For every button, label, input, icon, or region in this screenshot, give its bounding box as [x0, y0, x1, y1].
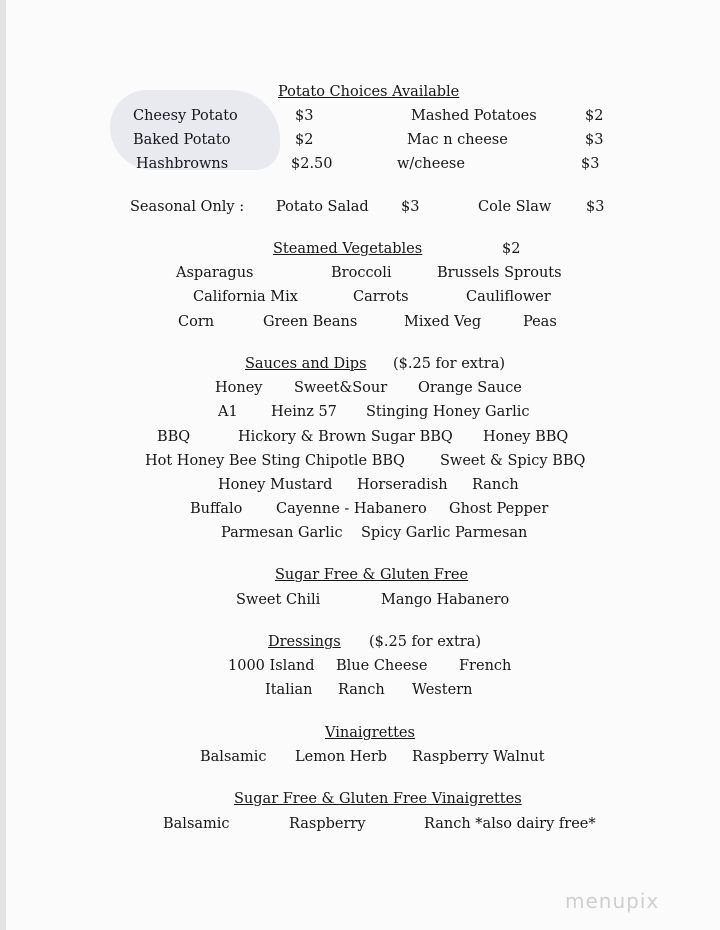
vegetables-price: $2	[502, 241, 521, 257]
sugar-free-heading: Sugar Free & Gluten Free	[275, 567, 469, 583]
menu-item: Buffalo	[190, 501, 243, 517]
menupix-watermark: menupix	[565, 889, 660, 913]
menu-item-price: $2	[585, 108, 604, 124]
page-edge-shadow	[0, 0, 6, 930]
menu-item-price: $3	[586, 199, 605, 215]
sf-vinaigrettes-heading: Sugar Free & Gluten Free Vinaigrettes	[234, 791, 522, 807]
menu-item: BBQ	[157, 429, 191, 445]
menu-item: Green Beans	[263, 314, 358, 330]
menu-item: Ghost Pepper	[449, 501, 549, 517]
menu-item: Balsamic	[200, 749, 267, 765]
menu-item-price: $3	[401, 199, 420, 215]
menu-item-name: Potato Salad	[276, 199, 369, 215]
menu-item-name: Cheesy Potato	[133, 108, 238, 124]
menu-item: Sweet&Sour	[294, 380, 388, 396]
menu-item: Honey BBQ	[483, 429, 569, 445]
menu-item: Honey	[215, 380, 263, 396]
menu-item: Corn	[178, 314, 215, 330]
menu-item: Ranch *also dairy free*	[424, 816, 596, 832]
menu-item: Peas	[523, 314, 557, 330]
menu-item-name: Mac n cheese	[407, 132, 508, 148]
menu-item-price: $3	[295, 108, 314, 124]
menu-item: Broccoli	[331, 265, 392, 281]
menu-item-price: $2.50	[291, 156, 333, 172]
menu-item: Honey Mustard	[218, 477, 333, 493]
vegetables-heading: Steamed Vegetables	[273, 241, 423, 257]
dressings-heading: Dressings	[268, 634, 341, 650]
menu-item: Sweet & Spicy BBQ	[440, 453, 586, 469]
menu-item-name: Mashed Potatoes	[411, 108, 537, 124]
menu-item: Raspberry	[289, 816, 366, 832]
menu-item-name: Hashbrowns	[136, 156, 229, 172]
menu-item: Brussels Sprouts	[437, 265, 562, 281]
menu-item: Heinz 57	[271, 404, 337, 420]
seasonal-label: Seasonal Only :	[130, 199, 245, 215]
menu-item: Hickory & Brown Sugar BBQ	[238, 429, 453, 445]
menu-item-price: $3	[585, 132, 604, 148]
menu-item-name: w/cheese	[397, 156, 465, 172]
menu-item: Carrots	[353, 289, 409, 305]
menu-item: Raspberry Walnut	[412, 749, 545, 765]
menu-item: Mango Habanero	[381, 592, 510, 608]
menu-item: Spicy Garlic Parmesan	[361, 525, 528, 541]
menu-item: Cauliflower	[466, 289, 551, 305]
menu-item: Stinging Honey Garlic	[366, 404, 530, 420]
sauces-note: ($.25 for extra)	[393, 356, 506, 372]
menu-item: Orange Sauce	[418, 380, 522, 396]
potato-heading: Potato Choices Available	[278, 84, 460, 100]
menu-item: Parmesan Garlic	[221, 525, 343, 541]
menu-item-price: $2	[295, 132, 314, 148]
menu-item: Cayenne - Habanero	[276, 501, 427, 517]
menu-item: French	[459, 658, 512, 674]
menu-item: Western	[412, 682, 473, 698]
menu-item-name: Cole Slaw	[478, 199, 552, 215]
menu-item: A1	[218, 404, 238, 420]
menu-item: Asparagus	[176, 265, 254, 281]
sauces-heading: Sauces and Dips	[245, 356, 367, 372]
menu-item: Horseradish	[357, 477, 448, 493]
menu-item-price: $3	[581, 156, 600, 172]
menu-item: 1000 Island	[228, 658, 315, 674]
menu-item: Sweet Chili	[236, 592, 321, 608]
menu-item-name: Baked Potato	[133, 132, 231, 148]
menu-item: Ranch	[338, 682, 385, 698]
dressings-note: ($.25 for extra)	[369, 634, 482, 650]
menu-item: Blue Cheese	[336, 658, 428, 674]
menu-item: California Mix	[193, 289, 298, 305]
menu-item: Ranch	[472, 477, 519, 493]
menu-item: Italian	[265, 682, 313, 698]
menu-item: Balsamic	[163, 816, 230, 832]
menu-item: Mixed Veg	[404, 314, 482, 330]
menu-item: Hot Honey Bee Sting Chipotle BBQ	[145, 453, 405, 469]
menu-item: Lemon Herb	[295, 749, 388, 765]
vinaigrettes-heading: Vinaigrettes	[325, 725, 415, 741]
